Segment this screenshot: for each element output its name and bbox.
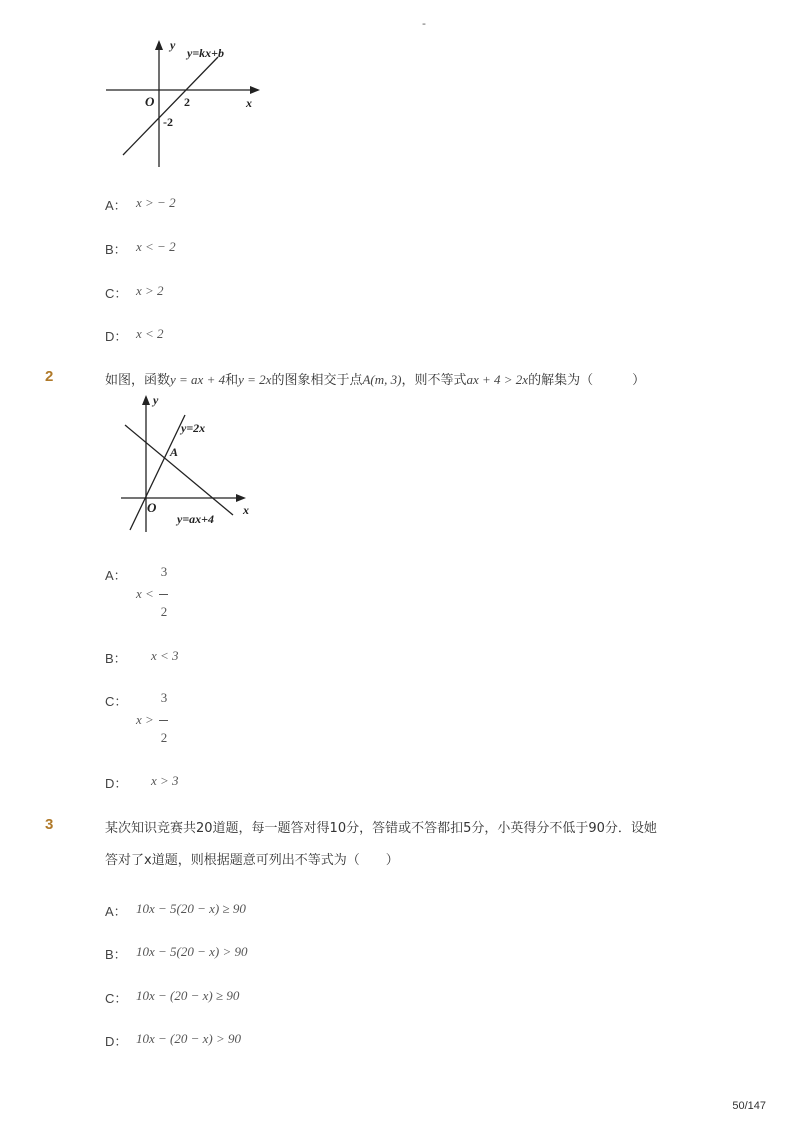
q3-option-d-letter: D： xyxy=(105,1034,128,1049)
q1-y-arrow xyxy=(155,40,163,50)
q2-y-label: y xyxy=(153,393,159,407)
q1-option-c-letter: C： xyxy=(105,286,128,301)
q3-question-line-1: 某次知识竞赛共20道题，每一题答对得10分，答错或不答都扣5分，小英得分不低于90分．设她 xyxy=(105,821,657,836)
q2-math-4: ax + 4 > 2x xyxy=(466,372,529,387)
q1-option-b[interactable]: x < − 2 xyxy=(136,239,176,254)
q2-question-text xyxy=(105,369,645,388)
q2-origin-label: O xyxy=(147,500,157,515)
q2-point-a-label: A xyxy=(170,445,179,459)
q2-option-a-fraction-bar xyxy=(159,594,168,595)
q1-option-b-letter: B： xyxy=(105,242,127,257)
q1-option-a-letter: A： xyxy=(105,198,127,213)
q2-option-c-denominator: 2 xyxy=(160,730,168,745)
page-number: 50/147 xyxy=(732,1100,766,1112)
q1-option-d[interactable]: x < 2 xyxy=(136,326,164,341)
q1-option-a[interactable]: x > − 2 xyxy=(136,195,176,210)
q1-line-label: y=kx+b xyxy=(187,46,225,60)
q2-math-2: y = 2x xyxy=(238,372,272,387)
q3-option-b-letter: B： xyxy=(105,947,127,962)
q2-option-d-letter: D： xyxy=(105,776,128,791)
q2-option-c-fraction-bar xyxy=(159,720,168,721)
q2-x-arrow xyxy=(236,494,246,502)
q3-option-d[interactable]: 10x − (20 − x) > 90 xyxy=(136,1031,242,1046)
q1-y-label: y xyxy=(170,38,176,52)
q2-option-c-letter: C： xyxy=(105,694,128,709)
q2-graph xyxy=(115,390,260,535)
q1-origin-label: O xyxy=(145,94,155,109)
q1-x-intercept: 2 xyxy=(184,95,190,109)
q2-line-yax4 xyxy=(125,425,233,515)
q2-option-a-letter: A： xyxy=(105,568,127,583)
header-mark: - xyxy=(422,17,426,30)
q1-line xyxy=(123,57,218,155)
q2-option-c[interactable]: x > xyxy=(136,712,154,727)
q2-text-2: 和 xyxy=(225,373,239,388)
q2-option-a-numerator: 3 xyxy=(160,564,168,579)
q2-text-3: 的图象相交于点 xyxy=(271,373,363,388)
q2-line1-label: y=2x xyxy=(181,421,206,435)
q3-option-a-letter: A： xyxy=(105,904,127,919)
q3-question-line-2: 答对了x道题，则根据题意可列出不等式为（ ） xyxy=(105,853,399,868)
q3-option-c-letter: C： xyxy=(105,991,128,1006)
q1-graph xyxy=(100,35,270,170)
q2-text-1: 如图，函数 xyxy=(105,373,171,388)
q1-option-c[interactable]: x > 2 xyxy=(136,283,164,298)
q2-option-a[interactable]: x < xyxy=(136,586,154,601)
q3-option-c[interactable]: 10x − (20 − x) ≥ 90 xyxy=(136,988,240,1003)
q2-text-4: ，则不等式 xyxy=(401,373,467,388)
q2-math-1: y = ax + 4 xyxy=(170,372,226,387)
q2-number: 2 xyxy=(45,368,54,385)
q2-line2-label: y=ax+4 xyxy=(177,512,215,526)
q1-x-arrow xyxy=(250,86,260,94)
q2-option-a-denominator: 2 xyxy=(160,604,168,619)
q1-x-label: x xyxy=(246,96,252,110)
q2-text-5: 的解集为（ ） xyxy=(528,373,646,388)
q2-option-c-numerator: 3 xyxy=(160,690,168,705)
q2-x-label: x xyxy=(243,503,249,517)
q2-option-d[interactable]: x > 3 xyxy=(151,773,179,788)
q3-number: 3 xyxy=(45,816,54,833)
q2-y-arrow xyxy=(142,395,150,405)
q1-option-d-letter: D： xyxy=(105,329,128,344)
q3-option-a[interactable]: 10x − 5(20 − x) ≥ 90 xyxy=(136,901,246,916)
q2-option-b-letter: B： xyxy=(105,651,127,666)
q2-math-3: A(m, 3) xyxy=(362,372,402,387)
q2-option-b[interactable]: x < 3 xyxy=(151,648,179,663)
q1-y-intercept: -2 xyxy=(163,115,173,129)
q3-option-b[interactable]: 10x − 5(20 − x) > 90 xyxy=(136,944,248,959)
